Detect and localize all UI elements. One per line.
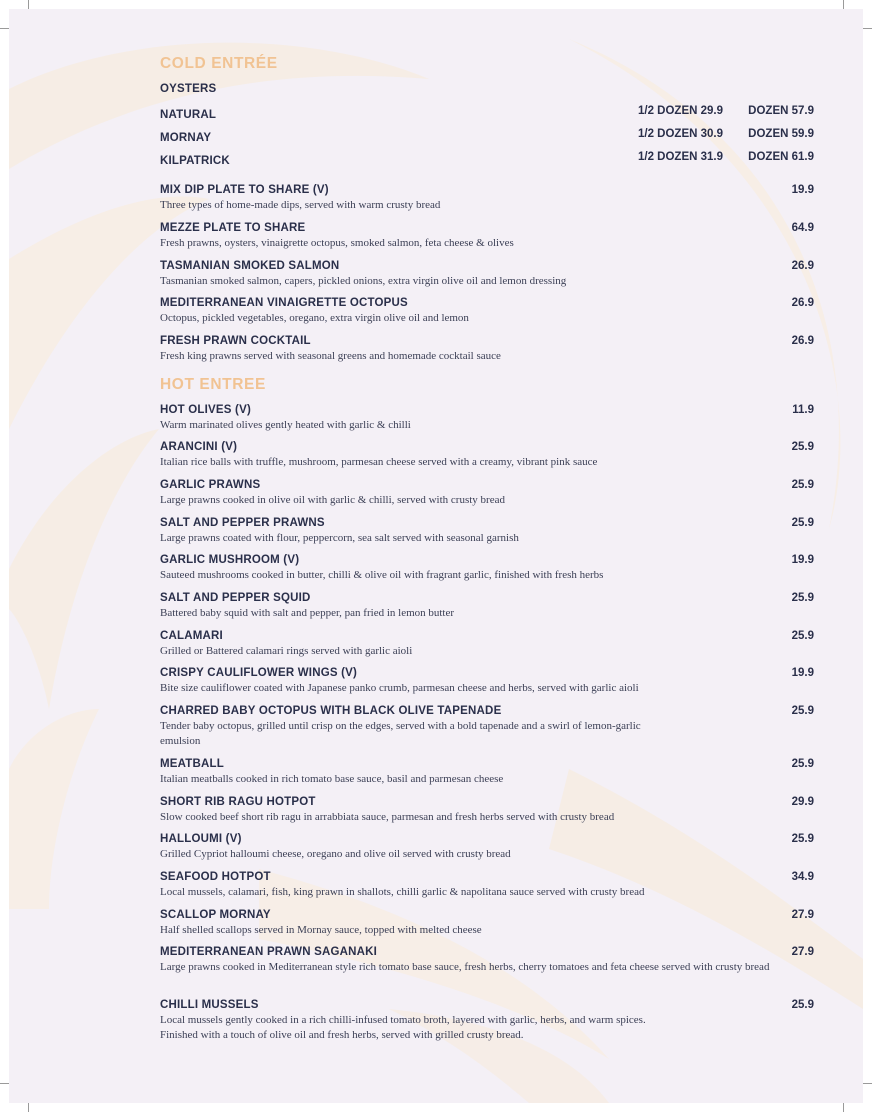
hot-entree-heading: HOT ENTREE [160,376,266,393]
item-name: HOT OLIVES (V) [160,404,251,416]
item-name: FRESH PRAWN COCKTAIL [160,335,311,347]
item-description: Fresh prawns, oysters, vinaigrette octopus, smoked salmon, feta cheese & olives [160,237,514,249]
item-name: GARLIC PRAWNS [160,479,261,491]
item-price: 26.9 [791,260,814,272]
item-price: 27.9 [791,909,814,921]
item-price: 25.9 [791,705,814,717]
item-name: MEDITERRANEAN VINAIGRETTE OCTOPUS [160,297,408,309]
item-name: TASMANIAN SMOKED SALMON [160,260,340,272]
item-price: 25.9 [791,592,814,604]
menu-item [160,909,814,938]
item-description: Warm marinated olives gently heated with garlic & chilli [160,419,411,431]
menu-item [160,630,814,659]
menu-item [160,297,814,326]
menu-item [160,705,814,749]
menu-item [160,479,814,508]
item-description: Italian rice balls with truffle, mushroom, parmesan cheese served with a creamy, vibrant pink sauce [160,456,598,468]
menu-item [160,946,814,975]
item-price: 25.9 [791,517,814,529]
half-dozen-price: 1/2 DOZEN 30.9 [637,128,723,140]
menu-item [160,796,814,825]
menu-item [160,592,814,621]
item-price: 19.9 [791,667,814,679]
item-name: MEZZE PLATE TO SHARE [160,222,306,234]
item-price: 64.9 [791,222,814,234]
oyster-name: MORNAY [160,132,212,144]
item-price: 26.9 [791,335,814,347]
item-description: Tender baby octopus, grilled until crisp on the edges, served with a bold tapenade and a swirl of lemon-garlic emulsion [160,720,641,747]
menu-item [160,335,814,364]
menu-item [160,184,814,213]
oyster-row [160,151,814,169]
item-name: CHARRED BABY OCTOPUS WITH BLACK OLIVE TAPENADE [160,705,502,717]
item-price: 26.9 [791,297,814,309]
item-price: 25.9 [791,479,814,491]
item-price: 19.9 [791,184,814,196]
item-description: Octopus, pickled vegetables, oregano, extra virgin olive oil and lemon [160,312,469,324]
half-dozen-price: 1/2 DOZEN 31.9 [637,151,723,163]
oyster-row [160,128,814,146]
item-description: Half shelled scallops served in Mornay sauce, topped with melted cheese [160,924,482,936]
dozen-price: DOZEN 57.9 [748,105,814,117]
half-dozen-price: 1/2 DOZEN 29.9 [637,105,723,117]
menu-item [160,517,814,546]
item-description: Local mussels gently cooked in a rich chilli-infused tomato broth, layered with garlic, herbs, and warm spices. Finished with a touch of olive oil and fresh herbs, served with grilled crusty bread. [160,1014,646,1041]
dozen-price: DOZEN 61.9 [748,151,814,163]
oyster-row [160,105,814,123]
item-name: SALT AND PEPPER SQUID [160,592,311,604]
item-description: Slow cooked beef short rib ragu in arrabbiata sauce, parmesan and fresh herbs served with crusty bread [160,811,615,823]
item-description: Sauteed mushrooms cooked in butter, chilli & olive oil with fragrant garlic, finished with fresh herbs [160,569,604,581]
menu-item [160,833,814,862]
item-price: 25.9 [791,630,814,642]
item-description: Grilled or Battered calamari rings served with garlic aioli [160,645,413,657]
item-name: MEATBALL [160,758,224,770]
item-description: Large prawns cooked in Mediterranean style rich tomato base sauce, fresh herbs, cherry tomatoes and feta cheese served with crusty bread [160,961,770,973]
menu-item [160,404,814,433]
item-price: 34.9 [791,871,814,883]
menu-item [160,441,814,470]
item-description: Large prawns coated with flour, peppercorn, sea salt served with seasonal garnish [160,532,519,544]
item-description: Grilled Cypriot halloumi cheese, oregano and olive oil served with crusty bread [160,848,511,860]
item-description: Local mussels, calamari, fish, king prawn in shallots, chilli garlic & napolitana sauce served with crusty bread [160,886,645,898]
item-description: Battered baby squid with salt and pepper, pan fried in lemon butter [160,607,455,619]
item-name: MEDITERRANEAN PRAWN SAGANAKI [160,946,378,958]
item-name: ARANCINI (V) [160,441,238,453]
menu-item [160,260,814,289]
item-price: 11.9 [792,404,814,416]
item-price: 25.9 [791,758,814,770]
item-price: 19.9 [791,554,814,566]
item-price: 29.9 [791,796,814,808]
item-price: 25.9 [791,999,814,1011]
item-name: CRISPY CAULIFLOWER WINGS (V) [160,667,358,679]
item-price: 25.9 [791,833,814,845]
menu-item [160,871,814,900]
dozen-price: DOZEN 59.9 [748,128,814,140]
item-description: Large prawns cooked in olive oil with garlic & chilli, served with crusty bread [160,494,505,506]
item-name: MIX DIP PLATE TO SHARE (V) [160,184,329,196]
item-description: Fresh king prawns served with seasonal greens and homemade cocktail sauce [160,350,501,362]
menu-item [160,667,814,696]
item-name: HALLOUMI (V) [160,833,242,845]
menu-item [160,999,814,1043]
item-price: 25.9 [791,441,814,453]
oyster-name: KILPATRICK [160,155,230,167]
oyster-name: NATURAL [160,109,217,121]
menu-item [160,554,814,583]
item-name: SCALLOP MORNAY [160,909,271,921]
oysters-heading: OYSTERS [160,83,217,95]
item-description: Tasmanian smoked salmon, capers, pickled onions, extra virgin olive oil and lemon dressing [160,275,567,287]
menu-item [160,222,814,251]
item-description: Bite size cauliflower coated with Japanese panko crumb, parmesan cheese and herbs, served with garlic aioli [160,682,639,694]
item-name: GARLIC MUSHROOM (V) [160,554,300,566]
item-name: CHILLI MUSSELS [160,999,259,1011]
item-description: Italian meatballs cooked in rich tomato base sauce, basil and parmesan cheese [160,773,504,785]
item-name: CALAMARI [160,630,223,642]
item-name: SALT AND PEPPER PRAWNS [160,517,325,529]
item-description: Three types of home-made dips, served with warm crusty bread [160,199,441,211]
cold-entree-heading: COLD ENTRÉE [160,55,278,72]
item-name: SEAFOOD HOTPOT [160,871,271,883]
menu-item [160,758,814,787]
item-price: 27.9 [791,946,814,958]
item-name: SHORT RIB RAGU HOTPOT [160,796,316,808]
